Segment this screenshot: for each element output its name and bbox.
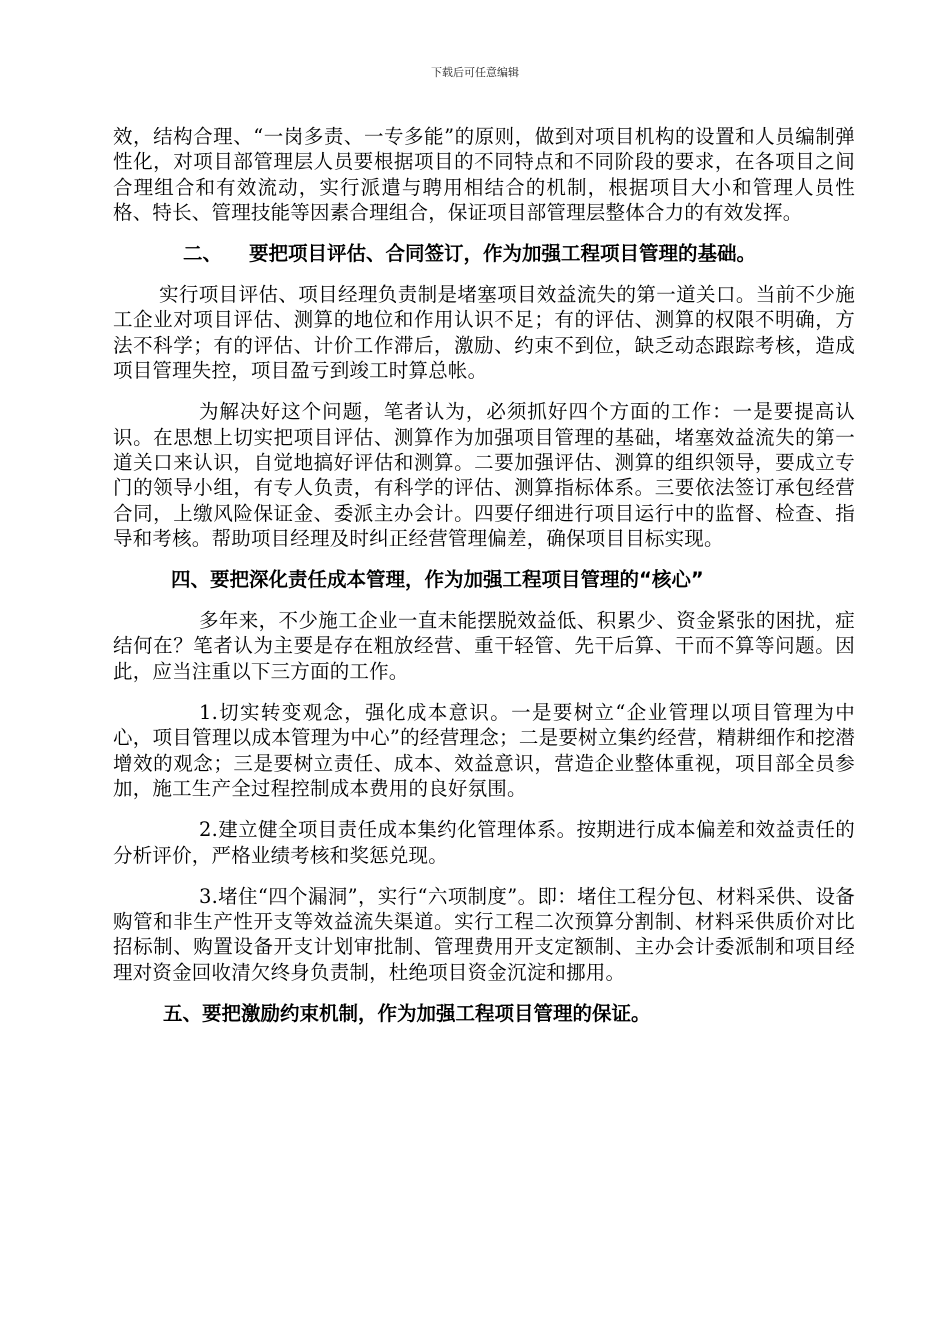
paragraph-item-2: 2.建立健全项目责任成本集约化管理体系。按期进行成本偏差和效益责任的分析评价，严格业绩考核和奖惩兑现。	[113, 818, 855, 867]
paragraph-item-3: 3.堵住“四个漏洞”，实行“六项制度”。即：堵住工程分包、材料采供、设备购管和非生产性开支等效益流失渠道。实行工程二次预算分割制、材料采供质价对比招标制、购置设备开支计划审批制、管理费用开支定额制、主办会计委派制和项目经理对资金回收清欠终身负责制，杜绝项目资金沉淀和挪用。	[113, 884, 855, 984]
paragraph-item-1: 1.切实转变观念，强化成本意识。一是要树立“企业管理以项目管理为中心，项目管理以成本管理为中心”的经营理念；二是要树立集约经营，精耕细作和挖潜增效的观念；三是要树立责任、成本、效益意识，营造企业整体重视，项目部全员参加，施工生产全过程控制成本费用的良好氛围。	[113, 701, 855, 800]
section-heading-5: 五、要把激励约束机制，作为加强工程项目管理的保证。	[163, 1002, 651, 1026]
header-note: 下载后可任意编辑	[431, 66, 519, 79]
paragraph-many-years: 多年来，不少施工企业一直未能摆脱效益低、积累少、资金紧张的困扰，症结何在？笔者认为主要是存在粗放经营、重干轻管、先干后算、干而不算等问题。因此，应当注重以下三方面的工作。	[113, 609, 855, 683]
section-number: 二、	[183, 242, 223, 266]
paragraph-four-aspects: 为解决好这个问题，笔者认为，必须抓好四个方面的工作：一是要提高认识。在思想上切实把项目评估、测算作为加强项目管理的基础，堵塞效益流失的第一道关口来认识，自觉地搞好评估和测算。二要加强评估、测算的组织领导，要成立专门的领导小组，有专人负责，有科学的评估、测算指标体系。三要依法签订承包经营合同，上缴风险保证金、委派主办会计。四要仔细进行项目运行中的监督、检查、指导和考核。帮助项目经理及时纠正经营管理偏差，确保项目目标实现。	[113, 400, 855, 550]
section-title: 要把项目评估、合同签订，作为加强工程项目管理的基础。	[249, 242, 757, 266]
section-heading-2	[113, 241, 855, 266]
section-heading-4: 四、要把深化责任成本管理，作为加强工程项目管理的“核心”	[171, 568, 704, 592]
document-body	[113, 124, 855, 1026]
paragraph-project-evaluation: 实行项目评估、项目经理负责制是堵塞项目效益流失的第一道关口。当前不少施工企业对项目评估、测算的地位和作用认识不足；有的评估、测算的权限不明确，方法不科学；有的评估、计价工作滞后，激励、约束不到位，缺乏动态跟踪考核，造成项目管理失控，项目盈亏到竣工时算总帐。	[113, 283, 855, 383]
paragraph-continuation: 效，结构合理、“一岗多责、一专多能”的原则，做到对项目机构的设置和人员编制弹性化，对项目部管理层人员要根据项目的不同特点和不同阶段的要求，在各项目之间合理组合和有效流动，实行派遣与聘用相结合的机制，根据项目大小和管理人员性格、特长、管理技能等因素合理组合，保证项目部管理层整体合力的有效发挥。	[113, 125, 855, 224]
